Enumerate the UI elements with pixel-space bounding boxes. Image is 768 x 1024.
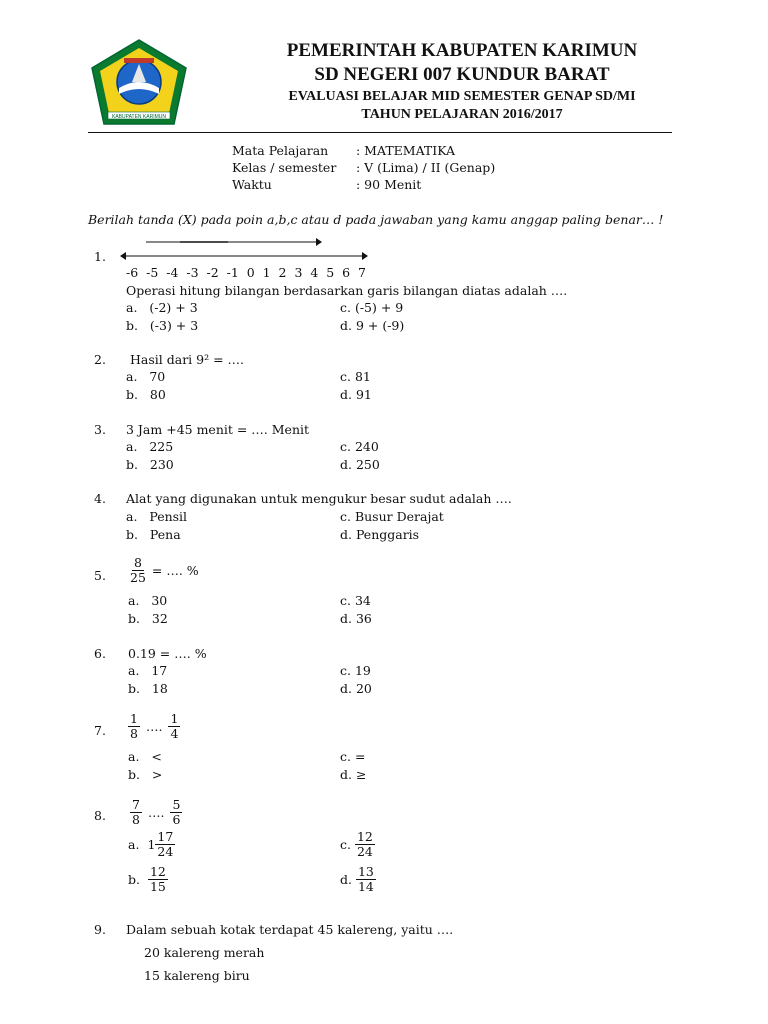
q2-option-c: c. 81: [340, 369, 371, 384]
q3-option-c: c. 240: [340, 439, 379, 454]
q2-text: Hasil dari 9² = ….: [130, 352, 244, 367]
q3-number: 3.: [94, 422, 106, 437]
q4-option-a: a. Pensil: [126, 509, 188, 524]
q7-option-b: b. >: [128, 767, 163, 782]
instruction: Berilah tanda (X) pada poin a,b,c atau d pada jawaban yang kamu anggap paling benar… !: [88, 212, 664, 227]
info-value-time: : 90 Menit: [356, 177, 422, 192]
q1-option-c: c. (-5) + 9: [340, 300, 404, 315]
q9-number: 9.: [94, 922, 106, 937]
q8-option-d: d. $\frac{13}{14}$: [340, 864, 374, 894]
q7-number: 7.: [94, 723, 106, 738]
number-line-labels: -6 -5 -4 -3 -2 -1 0 1 2 3 4 5 6 7: [126, 265, 366, 280]
q9-text: Dalam sebuah kotak terdapat 45 kalereng, yaitu ….: [126, 922, 454, 937]
logo-text: KABUPATEN KARIMUN: [112, 114, 166, 120]
q5-option-d: d. 36: [340, 611, 372, 626]
info-label-time: Waktu: [232, 177, 272, 192]
q2-number: 2.: [94, 352, 106, 367]
number-line: [118, 236, 368, 262]
q8-expression: $\frac{7}{8}$ …. $\frac{5}{6}$: [132, 797, 181, 827]
q8-option-c: c. $\frac{12}{24}$: [340, 829, 373, 859]
q4-option-c: c. Busur Derajat: [340, 509, 444, 524]
q2-option-b: b. 80: [126, 387, 166, 402]
q5-option-c: c. 34: [340, 593, 371, 608]
q8-fraction-left: $\frac{7}{8}$: [132, 797, 140, 827]
q6-text: 0.19 = …. %: [128, 646, 207, 661]
q1-option-b: b. (-3) + 3: [126, 318, 199, 333]
q5-fraction: $\frac{8}{25}$: [130, 555, 146, 585]
q8-option-a: a. 1 $\frac{17}{24}$: [128, 829, 174, 859]
q6-number: 6.: [94, 646, 106, 661]
info-value-subject: : MATEMATIKA: [356, 143, 456, 158]
q7-fraction-left: $\frac{1}{8}$: [130, 711, 138, 741]
q7-option-a: a. <: [128, 749, 162, 764]
q3-option-d: d. 250: [340, 457, 380, 472]
q7-fraction-right: $\frac{1}{4}$: [170, 711, 179, 741]
info-label-class: Kelas / semester: [232, 160, 337, 175]
q1-number: 1.: [94, 249, 106, 264]
q7-option-d: d. ≥: [340, 767, 367, 782]
district-logo: [88, 38, 190, 128]
q5-expression: $\frac{8}{25}$ = …. %: [130, 555, 199, 585]
q4-text: Alat yang digunakan untuk mengukur besar sudut adalah ….: [126, 491, 512, 506]
q4-number: 4.: [94, 491, 106, 506]
q4-option-b: b. Pena: [126, 527, 181, 542]
q5-number: 5.: [94, 568, 106, 583]
header-divider: [88, 132, 672, 133]
q9-line-1: 20 kalereng merah: [144, 945, 265, 960]
q4-option-d: d. Penggaris: [340, 527, 420, 542]
q9-line-2: 15 kalereng biru: [144, 968, 250, 983]
q7-option-c: c. =: [340, 749, 366, 764]
q6-option-b: b. 18: [128, 681, 168, 696]
q2-option-a: a. 70: [126, 369, 166, 384]
q2-option-d: d. 91: [340, 387, 372, 402]
header-line-1: PEMERINTAH KABUPATEN KARIMUN: [286, 40, 638, 61]
q1-option-a: a. (-2) + 3: [126, 300, 198, 315]
q5-option-a: a. 30: [128, 593, 168, 608]
q3-option-a: a. 225: [126, 439, 174, 454]
q1-text: Operasi hitung bilangan berdasarkan garis bilangan diatas adalah ….: [126, 283, 568, 298]
q6-option-c: c. 19: [340, 663, 371, 678]
q6-option-d: d. 20: [340, 681, 372, 696]
q8-number: 8.: [94, 808, 106, 823]
q3-text: 3 Jam +45 menit = …. Menit: [126, 422, 310, 437]
q8-option-b: b. $\frac{12}{15}$: [128, 864, 166, 894]
info-label-subject: Mata Pelajaran: [232, 143, 329, 158]
q3-option-b: b. 230: [126, 457, 174, 472]
header-line-3: EVALUASI BELAJAR MID SEMESTER GENAP SD/MI: [288, 89, 636, 104]
header-line-2: SD NEGERI 007 KUNDUR BARAT: [314, 64, 610, 85]
header-line-4: TAHUN PELAJARAN 2016/2017: [361, 107, 563, 122]
q1-option-d: d. 9 + (-9): [340, 318, 405, 333]
info-value-class: : V (Lima) / II (Genap): [356, 160, 496, 175]
q5-option-b: b. 32: [128, 611, 168, 626]
q8-fraction-right: $\frac{5}{6}$: [172, 797, 181, 827]
q7-expression: $\frac{1}{8}$ …. $\frac{1}{4}$: [130, 711, 179, 741]
q6-option-a: a. 17: [128, 663, 168, 678]
